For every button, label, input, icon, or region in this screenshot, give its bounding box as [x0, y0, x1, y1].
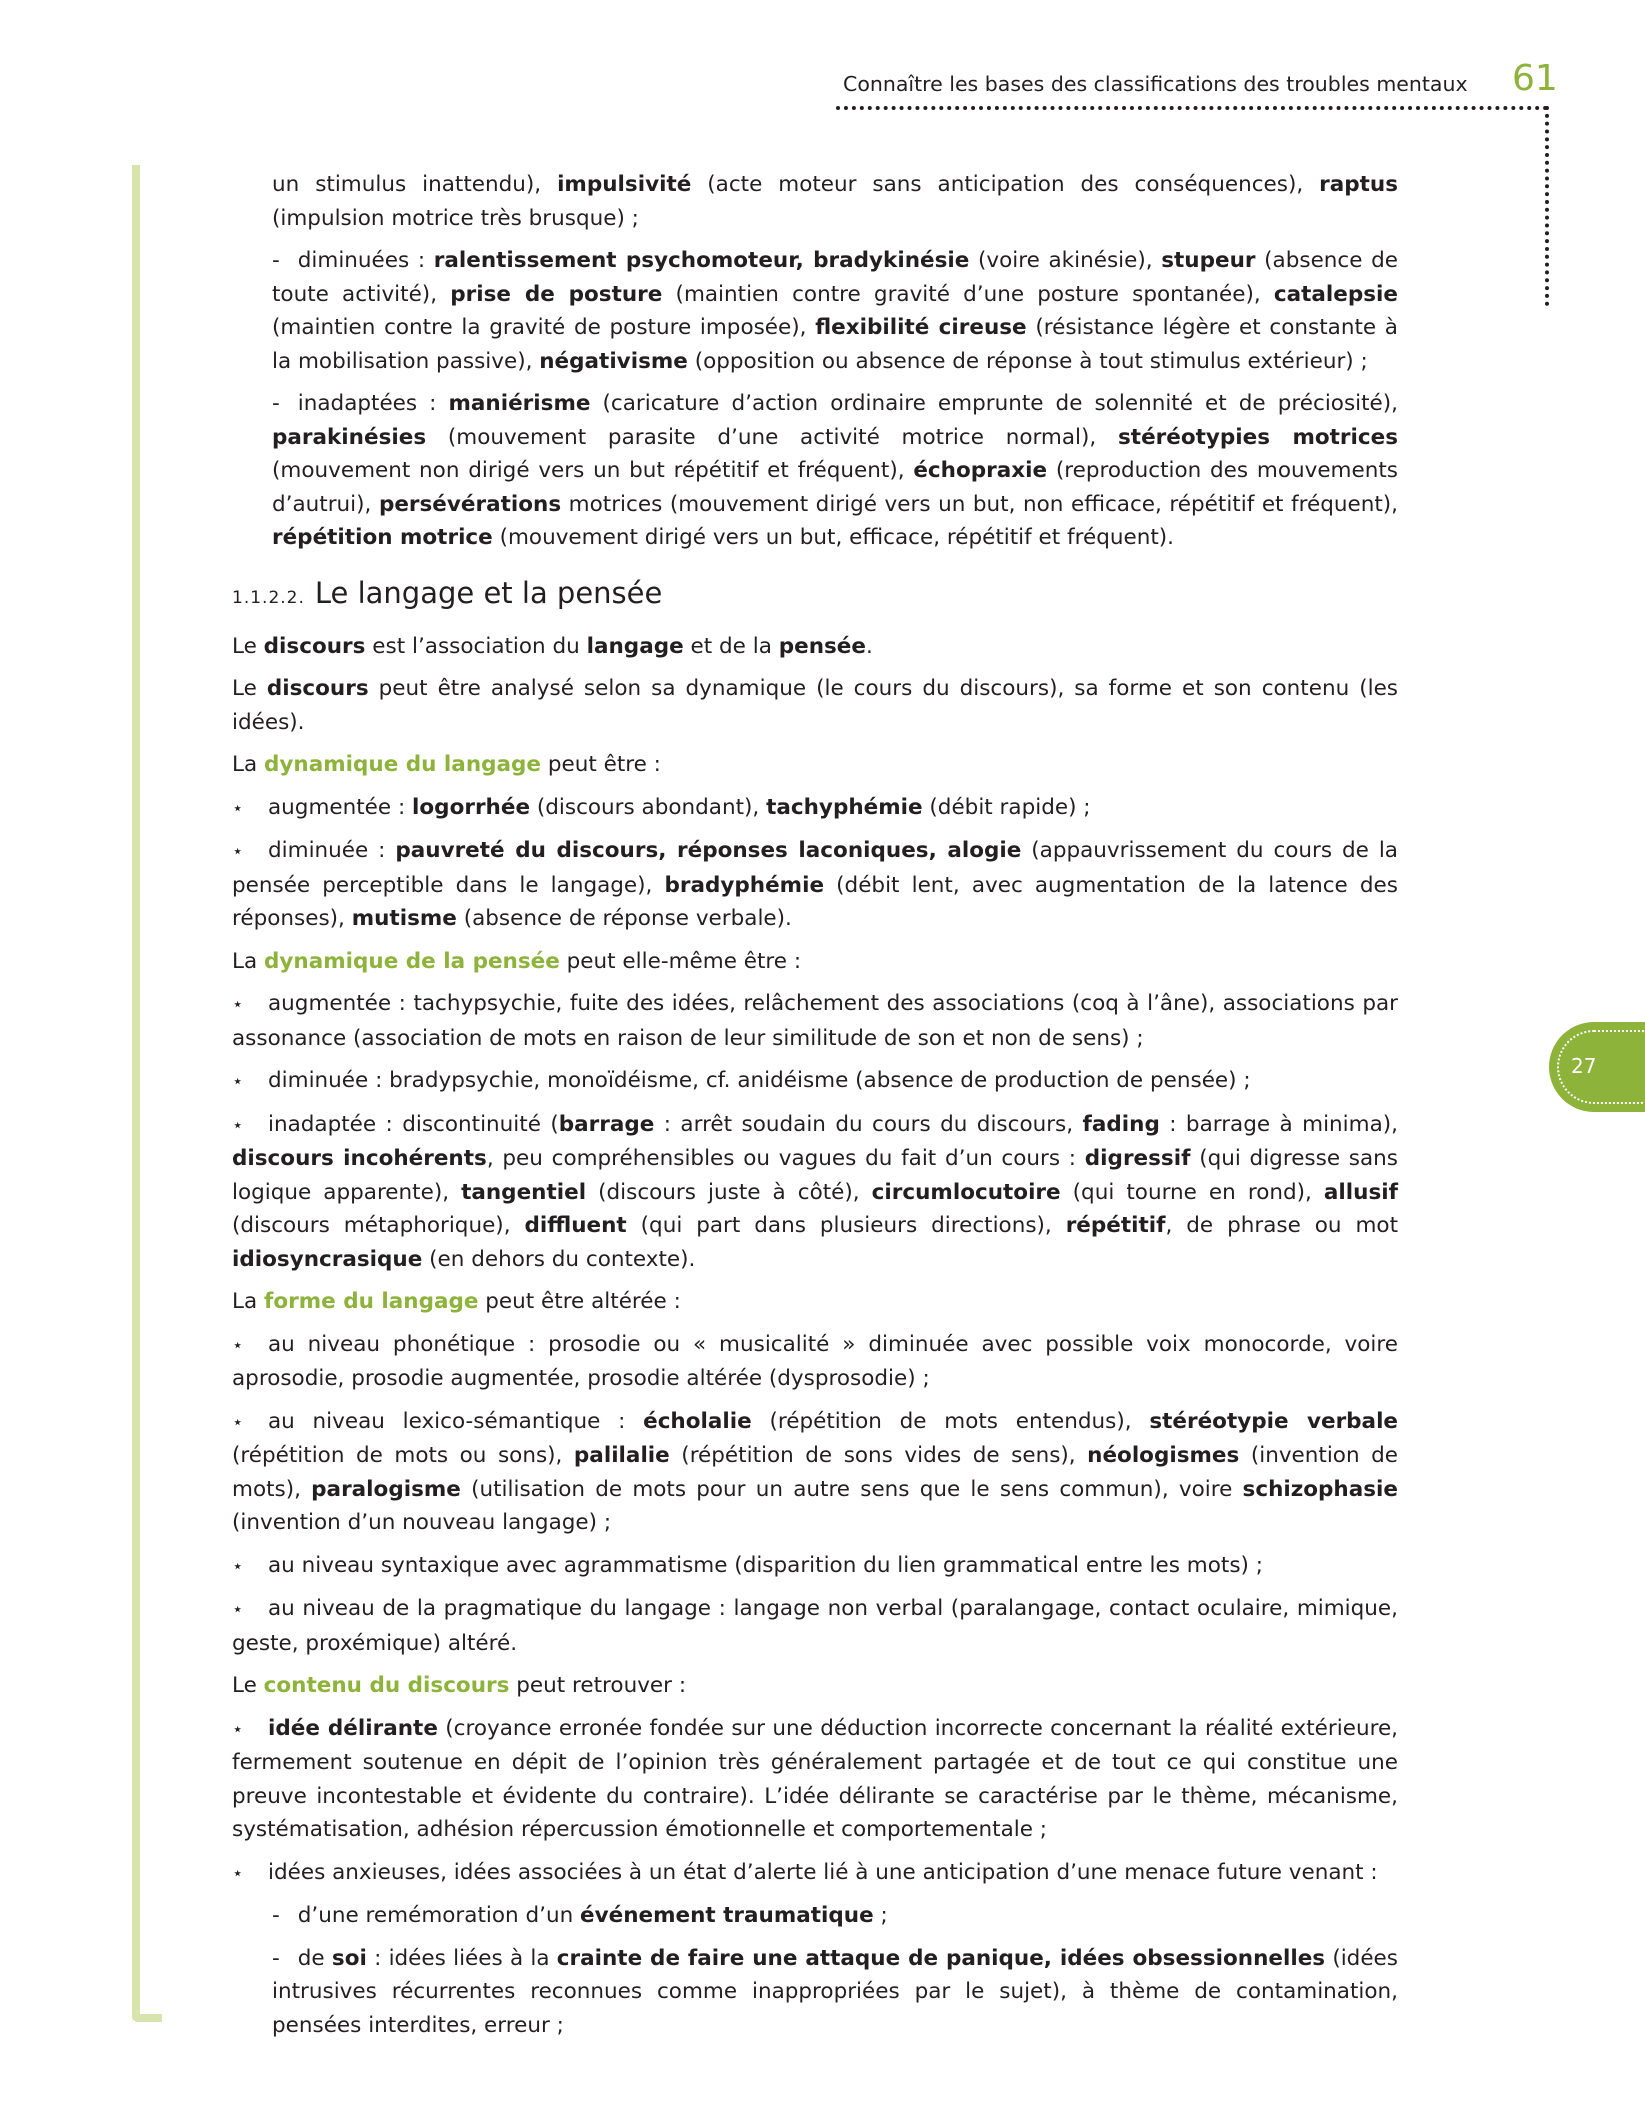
list-item-traumatic-event: - d’une remémoration d’un événement traumatique ; — [272, 1903, 888, 1928]
star-bullet: ⋆ — [232, 797, 244, 819]
list-item-phonetic: ⋆ au niveau phonétique : prosodie ou « musicalité » diminuée avec possible voix monocorde, voire aprosodie, prosodie augmentée, prosodie altérée (dysprosodie) ; — [232, 1328, 1398, 1396]
paragraph-discours-definition: Le discours est l’association du langage et de la pensée. — [232, 633, 873, 659]
star-bullet: ⋆ — [232, 1599, 244, 1620]
star-bullet: ⋆ — [232, 841, 244, 862]
star-bullet: ⋆ — [232, 1862, 244, 1884]
page-number: 61 — [1512, 58, 1558, 99]
paragraph-motor-excess-continued: un stimulus inattendu), impulsivité (acte moteur sans anticipation des conséquences), raptus (impulsion motrice très brusque) ; — [272, 172, 1398, 231]
star-bullet: ⋆ — [232, 1718, 244, 1740]
list-item-language-decreased: ⋆ diminuée : pauvreté du discours, réponses laconiques, alogie (appauvrissement du cours de la pensée perceptible dans le langage), bradyphémie (débit lent, avec augmentation de la latence des réponses), mutisme (absence de réponse verbale). — [232, 834, 1398, 936]
running-header-title: Connaître les bases des classifications des troubles mentaux — [843, 72, 1468, 96]
star-bullet: ⋆ — [232, 1114, 244, 1136]
list-item-thought-decreased: ⋆ diminuée : bradypsychie, monoïdéisme, cf. anidéisme (absence de production de pensée) ; — [232, 1064, 1398, 1099]
highlight-term: dynamique du langage — [264, 752, 541, 777]
paragraph-language-dynamics-intro: La dynamique du langage peut être : — [232, 752, 661, 777]
section-heading — [232, 573, 1398, 618]
list-item-anxious-ideas: ⋆ idées anxieuses, idées associées à un état d’alerte lié à une anticipation d’une menace future venant : — [232, 1856, 1398, 1891]
page-body — [232, 168, 1398, 2051]
highlight-term: forme du langage — [264, 1289, 479, 1314]
section-title: Le langage et la pensée — [314, 575, 663, 610]
list-item-motor-inadapted: - inadaptées : maniérisme (caricature d’action ordinaire emprunte de solennité et de préciosité), parakinésies (mouvement parasite d’une activité motrice normal), stéréotypies motrices (mouvement non dirigé vers un but répétitif et fréquent), échopraxie (reproduction des mouvements d’autrui), persévérations motrices (mouvement dirigé vers un but, non efficace, répétitif et fréquent), répétition motrice (mouvement dirigé vers un but, efficace, répétitif et fréquent). — [272, 391, 1398, 550]
paragraph-discours-analysis: Le discours peut être analysé selon sa dynamique (le cours du discours), sa forme et son contenu (les idées). — [232, 676, 1398, 735]
list-item-lexico-semantic: ⋆ au niveau lexico-sémantique : écholalie (répétition de mots entendus), stéréotypie verbale (répétition de mots ou sons), palilalie (répétition de sons vides de sens), néologismes (invention de mots), paralogisme (utilisation de mots pour un autre sens que le sens commun), voire schizophasie (invention d’un nouveau langage) ; — [232, 1405, 1398, 1540]
list-item-syntactic: ⋆ au niveau syntaxique avec agrammatisme (disparition du lien grammatical entre les mots) ; — [232, 1549, 1398, 1584]
paragraph-thought-dynamics-intro: La dynamique de la pensée peut elle-même être : — [232, 948, 802, 974]
margin-dotted-rule — [1545, 106, 1549, 306]
list-item-thought-increased: ⋆ augmentée : tachypsychie, fuite des idées, relâchement des associations (coq à l’âne), associations par assonance (association de mots en raison de leur similitude de son et non de sens) ; — [232, 987, 1398, 1055]
chapter-tab[interactable] — [1549, 1022, 1645, 1112]
star-bullet: ⋆ — [232, 994, 244, 1015]
list-item-delusional-idea: ⋆ idée délirante (croyance erronée fondée sur une déduction incorrecte concernant la réalité extérieure, fermement soutenue en dépit de l’opinion très généralement partagée et de tout ce qui constitue une preuve incontestable et évidente du contraire). L’idée délirante se caractérise par le thème, mécanisme, systématisation, adhésion répercussion émotionnelle et comportementale ; — [232, 1712, 1398, 1847]
star-bullet: ⋆ — [232, 1411, 244, 1433]
paragraph-language-form-intro: La forme du langage peut être altérée : — [232, 1289, 681, 1314]
list-item-thought-inadapted: ⋆ inadaptée : discontinuité (barrage : arrêt soudain du cours du discours, fading : barrage à minima), discours incohérents, peu compréhensibles ou vagues du fait d’un cours : digressif (qui digresse sans logique apparente), tangentiel (discours juste à côté), circumlocutoire (qui tourne en rond), allusif (discours métaphorique), diffluent (qui part dans plusieurs directions), répétitif, de phrase ou mot idiosyncrasique (en dehors du contexte). — [232, 1108, 1398, 1277]
paragraph-content-intro: Le contenu du discours peut retrouver : — [232, 1673, 687, 1698]
list-item-motor-diminished: - diminuées : ralentissement psychomoteur, bradykinésie (voire akinésie), stupeur (absence de toute activité), prise de posture (maintien contre gravité d’une posture spontanée), catalepsie (maintien contre la gravité de posture imposée), flexibilité cireuse (résistance légère et constante à la mobilisation passive), négativisme (opposition ou absence de réponse à tout stimulus extérieur) ; — [272, 248, 1399, 374]
list-item-self: - de soi : idées liées à la crainte de faire une attaque de panique, idées obsessionnelles (idées intrusives récurrentes reconnues comme inappropriées par le sujet), à thème de contamination, pensées interdites, erreur ; — [272, 1945, 1398, 2038]
chapter-tab-number: 27 — [1571, 1054, 1597, 1078]
section-number: 1.1.2.2. — [232, 587, 305, 608]
star-bullet: ⋆ — [232, 1334, 244, 1356]
list-item-language-increased: ⋆ augmentée : logorrhée (discours abondant), tachyphémie (débit rapide) ; — [232, 791, 1398, 826]
dash-marker: - — [272, 1903, 280, 1928]
list-item-pragmatic: ⋆ au niveau de la pragmatique du langage : langage non verbal (paralangage, contact oculaire, mimique, geste, proxémique) altéré. — [232, 1592, 1398, 1660]
star-bullet: ⋆ — [232, 1555, 244, 1577]
left-margin-bracket — [132, 165, 162, 2022]
star-bullet: ⋆ — [232, 1071, 244, 1092]
highlight-term: contenu du discours — [263, 1673, 510, 1698]
dash-marker: - — [272, 391, 280, 416]
highlight-term: dynamique de la pensée — [264, 948, 560, 974]
header-dotted-rule — [836, 106, 1548, 110]
dash-marker: - — [272, 1945, 280, 1971]
dash-marker: - — [272, 248, 280, 273]
